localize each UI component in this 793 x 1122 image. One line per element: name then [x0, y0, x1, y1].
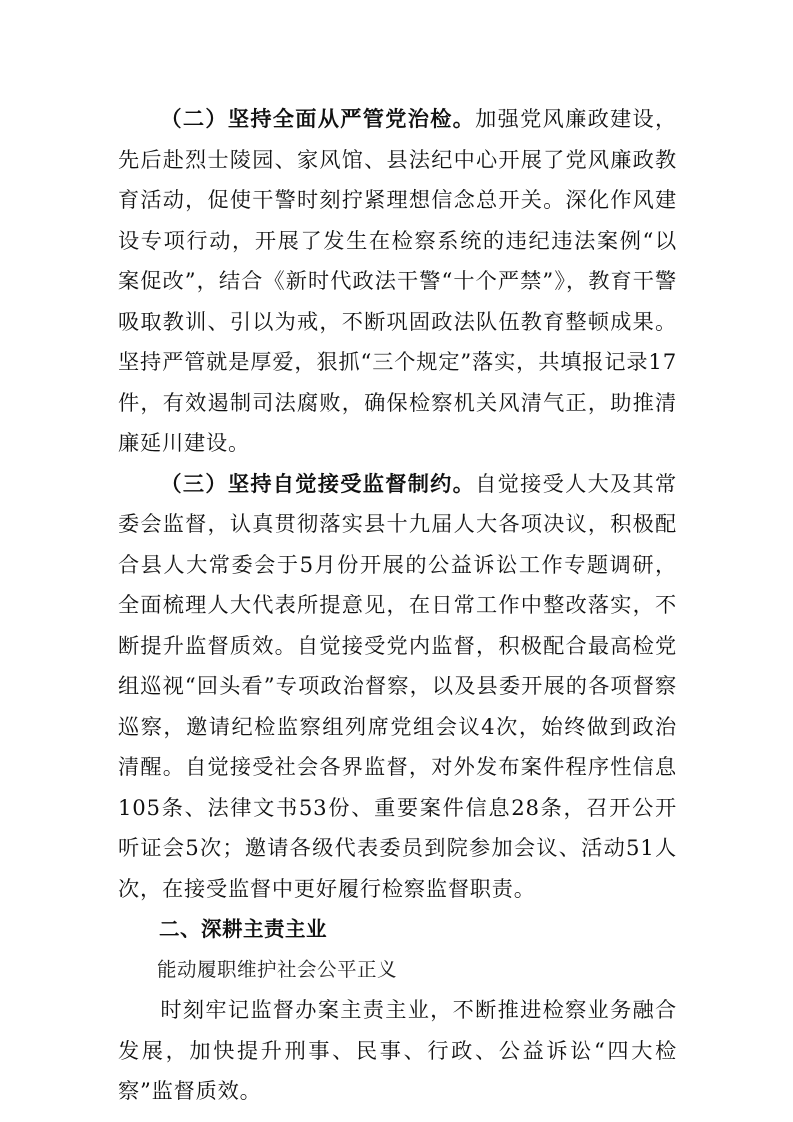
- section-2-body: 加强党风廉政建设，先后赴烈士陵园、家风馆、县法纪中心开展了党风廉政教育活动，促使干警时刻拧紧理想信念总开关。深化作风建设专项行动，开展了发生在检察系统的违纪违法案例“以案促改”，结合《新时代政法干警“十个严禁”》，教育干警吸取教训、引以为戒，不断巩固政法队伍教育整顿成果。坚持严管就是厚爱，狠抓“三个规定”落实，共填报记录17件，有效遏制司法腐败，确保检察机关风清气正，助推清廉延川建设。: [118, 106, 678, 455]
- chapter-2-intro-body: 时刻牢记监督办案主责主业，不断推进检察业务融合发展，加快提升刑事、民事、行政、公益诉讼“四大检察”监督质效。: [118, 997, 677, 1103]
- paragraph-section-3: [118, 464, 677, 910]
- paragraph-chapter-2-intro: [118, 990, 677, 1112]
- chapter-heading-2: 二、深耕主责主业: [159, 917, 327, 941]
- document-page: [118, 99, 677, 1112]
- chapter-subheading-2: 能动履职维护社会公平正义: [157, 957, 398, 981]
- paragraph-section-2: [118, 99, 677, 464]
- section-2-lead: （二）坚持全面从严管党治检。: [160, 106, 476, 131]
- section-3-lead: （三）坚持自觉接受监督制约。: [160, 470, 476, 496]
- section-3-body: 自觉接受人大及其常委会监督，认真贯彻落实县十九届人大各项决议，积极配合县人大常委会于5月份开展的公益诉讼工作专题调研，全面梳理人大代表所提意见，在日常工作中整改落实，不断提升监督质效。自觉接受党内监督，积极配合最高检党组巡视“回头看”专项政治督察，以及县委开展的各项督察巡察，邀请纪检监察组列席党组会议4次，始终做到政治清醒。自觉接受社会各界监督，对外发布案件程序性信息105条、法律文书53份、重要案件信息28条，召开公开听证会5次；邀请各级代表委员到院参加会议、活动51人次，在接受监督中更好履行检察监督职责。: [118, 470, 678, 901]
